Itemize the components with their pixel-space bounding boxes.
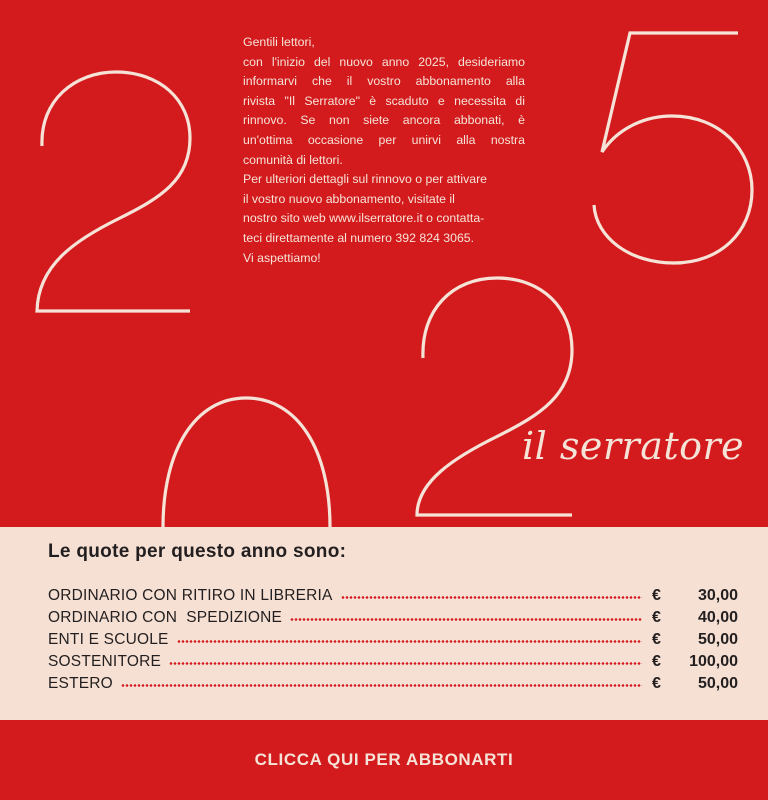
price-list-title: Le quote per questo anno sono: [48, 541, 347, 562]
dotted-leader [341, 596, 642, 599]
letter-line: rivista "Il Serratore" è scaduto e necessita di [243, 93, 525, 108]
price-amount: 40,00 [697, 609, 738, 626]
digit-5 [594, 33, 752, 263]
dotted-leader [177, 640, 642, 643]
price-row [48, 651, 738, 673]
letter-line: un'ottima occasione per unirvi alla nostra [243, 132, 525, 147]
price-label: ESTERO [48, 675, 113, 692]
letter-greeting: Gentili lettori, [243, 35, 315, 49]
price-amount: 50,00 [697, 631, 738, 648]
letter-line: comunità di lettori. [243, 152, 343, 167]
price-row [48, 629, 738, 651]
price-label: ENTI E SCUOLE [48, 631, 169, 648]
letter-line: il vostro nuovo abbonamento, visitate il [243, 191, 455, 206]
euro-symbol: € [652, 653, 661, 670]
price-amount: 100,00 [689, 653, 738, 670]
price-label: ORDINARIO CON SPEDIZIONE [48, 609, 283, 626]
dotted-leader [121, 684, 642, 687]
subscribe-button-label: CLICCA QUI PER ABBONARTI [254, 750, 514, 769]
euro-symbol: € [652, 609, 661, 626]
letter-line: Per ulteriori dettagli sul rinnovo o per attivare [243, 172, 488, 187]
price-list-panel [0, 527, 768, 720]
renewal-letter [243, 33, 525, 268]
brand-logo-text: il serratore [522, 424, 745, 468]
price-row [48, 585, 738, 607]
letter-line: rinnovo. Se non siete ancora abbonati, è [243, 113, 525, 128]
price-amount: 30,00 [697, 587, 738, 604]
price-list [48, 585, 738, 695]
dotted-leader [290, 618, 642, 621]
price-row [48, 607, 738, 629]
digit-2-right [417, 278, 572, 515]
digit-0 [163, 398, 330, 527]
letter-line: nostro sito web www.ilserratore.it o contatta- [243, 211, 485, 226]
letter-line: Vi aspettiamo! [243, 250, 321, 265]
letter-line: teci direttamente al numero 392 824 3065. [243, 230, 475, 245]
price-row [48, 673, 738, 695]
subscribe-button[interactable] [0, 720, 768, 800]
price-label: ORDINARIO CON RITIRO IN LIBRERIA [48, 587, 333, 604]
letter-line: con l'inizio del nuovo anno 2025, desideriamo [243, 54, 525, 69]
euro-symbol: € [652, 587, 661, 604]
price-amount: 50,00 [697, 675, 738, 692]
digit-2-left [37, 72, 190, 311]
letter-line: informarvi che il vostro abbonamento alla [243, 74, 525, 89]
euro-symbol: € [652, 675, 661, 692]
euro-symbol: € [652, 631, 661, 648]
dotted-leader [169, 662, 642, 665]
price-label: SOSTENITORE [48, 653, 162, 670]
